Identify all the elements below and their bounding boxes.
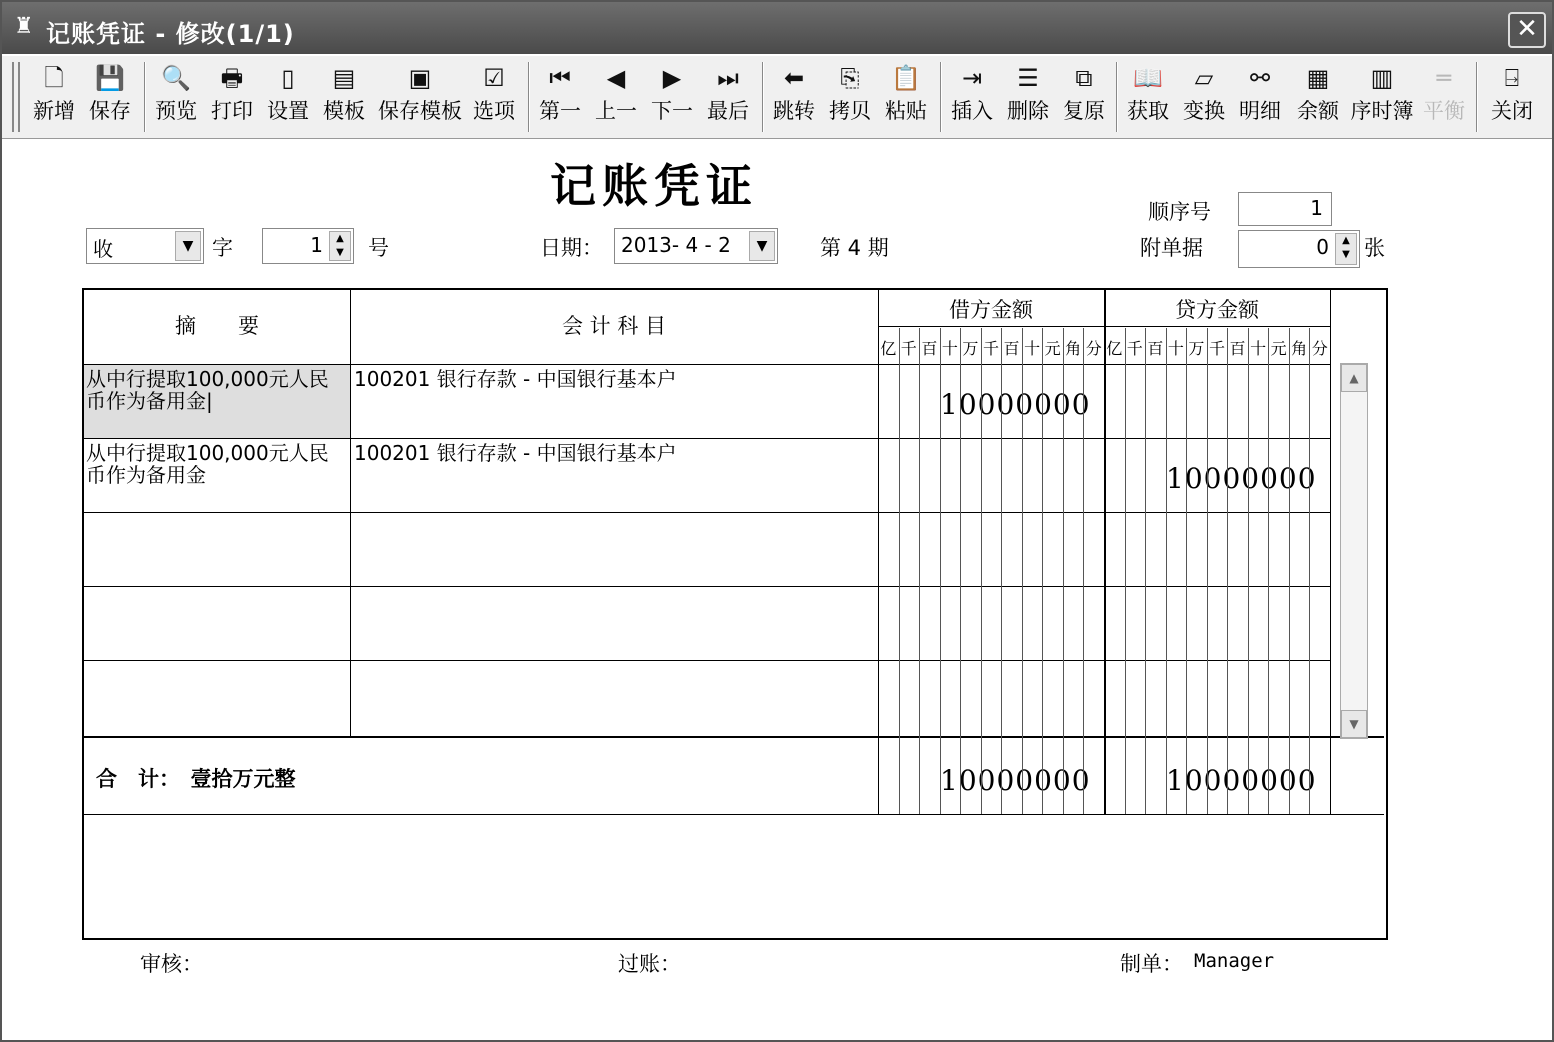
chevron-down-icon: ▼: [749, 231, 775, 261]
debit-unit-6: 百: [1003, 339, 1020, 358]
row4[interactable]: [84, 587, 1330, 660]
template-icon: ▤: [332, 64, 356, 92]
next-button[interactable]: ▶ 下一: [646, 60, 698, 134]
attachments-stepper[interactable]: 0 ▲ ▼: [1238, 230, 1360, 268]
toolbar: [2, 56, 1552, 139]
voucher-form: [2, 140, 1552, 1040]
delete-button[interactable]: ☰ 删除: [1002, 60, 1054, 134]
setup-button[interactable]: ▯ 设置: [262, 60, 314, 134]
chevron-down-icon: ▼: [175, 231, 201, 261]
paste-button[interactable]: 📋 粘贴: [880, 60, 932, 134]
credit-unit-3: 十: [1167, 339, 1184, 358]
exit-button[interactable]: ⍈ 关闭: [1484, 60, 1540, 134]
copy-icon: ⎘: [840, 64, 860, 92]
row2-account: 100201 银行存款 - 中国银行基本户: [354, 441, 677, 465]
row2-credit: 10000000: [1166, 462, 1317, 495]
account-header: 会 计 科 目: [561, 314, 667, 338]
row2-summary: 从中行提取100,000元人民币作为备用金: [86, 441, 329, 487]
post-label: 过账：: [618, 952, 681, 976]
restore-icon: ⧉: [1075, 64, 1093, 92]
close-window-button[interactable]: [1508, 12, 1546, 48]
debit-unit-5: 千: [982, 339, 999, 358]
jump-button[interactable]: ⬅ 跳转: [768, 60, 820, 134]
save-icon: 💾: [95, 64, 125, 92]
restore-button[interactable]: ⧉ 复原: [1058, 60, 1110, 134]
paste-icon: 📋: [891, 64, 921, 92]
title-bar[interactable]: [2, 2, 1552, 54]
voucher-type-select[interactable]: 收 ▼: [86, 228, 204, 264]
journal-icon: ▥: [1370, 64, 1394, 92]
credit-unit-4: 万: [1188, 339, 1205, 358]
debit-unit-9: 角: [1065, 339, 1082, 358]
detail-button[interactable]: ⚯ 明细: [1234, 60, 1286, 134]
row3[interactable]: [84, 513, 1330, 586]
scroll-up-icon[interactable]: ▲: [1341, 364, 1367, 392]
debit-unit-8: 元: [1044, 339, 1061, 358]
summary-header: 摘 要: [175, 314, 259, 338]
transform-icon: ▱: [1194, 64, 1214, 92]
transform-button[interactable]: ▱ 变换: [1178, 60, 1230, 134]
total-debit: 10000000: [940, 764, 1091, 797]
equal-icon: ═: [1436, 64, 1452, 92]
delete-icon: ☰: [1017, 64, 1039, 92]
credit-unit-7: 十: [1250, 339, 1267, 358]
credit-unit-8: 元: [1270, 339, 1287, 358]
detail-icon: ⚯: [1249, 64, 1271, 92]
period-text: 第 4 期: [820, 236, 889, 260]
insert-icon: ⇥: [961, 64, 983, 92]
journal-button[interactable]: ▥ 序时簿: [1346, 60, 1418, 134]
preview-button[interactable]: 🔍 预览: [150, 60, 202, 134]
number-suffix: 号: [368, 236, 389, 260]
window-title: 记账凭证 - 修改(1/1): [46, 20, 295, 48]
row1-summary: 从中行提取100,000元人民币作为备用金|: [86, 367, 329, 413]
voucher-table: [82, 288, 1388, 940]
prev-icon: ◀: [606, 64, 626, 92]
debit-unit-1: 千: [900, 339, 917, 358]
app-icon: ♜: [14, 14, 34, 39]
credit-unit-9: 角: [1291, 339, 1308, 358]
preview-icon: 🔍: [161, 64, 191, 92]
credit-unit-5: 千: [1208, 339, 1225, 358]
save-template-icon: ▣: [408, 64, 432, 92]
date-label: 日期：: [540, 236, 603, 260]
save-template-button[interactable]: ▣ 保存模板: [374, 60, 466, 134]
credit-unit-1: 千: [1126, 339, 1143, 358]
template-button[interactable]: ▤ 模板: [318, 60, 370, 134]
scroll-down-icon[interactable]: ▼: [1341, 710, 1367, 738]
seq-number-field[interactable]: 1: [1238, 192, 1332, 226]
print-icon: 🖶: [220, 64, 244, 92]
credit-unit-2: 百: [1147, 339, 1164, 358]
rows-scrollbar[interactable]: [1340, 363, 1368, 739]
first-button[interactable]: ⏮ 第一: [534, 60, 586, 134]
jump-icon: ⬅: [783, 64, 805, 92]
row1-debit: 10000000: [940, 388, 1091, 421]
debit-unit-2: 百: [921, 339, 938, 358]
type-suffix: 字: [212, 236, 233, 260]
debit-unit-10: 分: [1085, 339, 1102, 358]
setup-icon: ▯: [281, 64, 295, 92]
spin-arrows-icon[interactable]: ▲ ▼: [329, 231, 351, 261]
save-button[interactable]: 💾 保存: [84, 60, 136, 134]
total-credit: 10000000: [1166, 764, 1317, 797]
toolbar-grip[interactable]: [12, 62, 20, 132]
balance-icon: ▦: [1306, 64, 1330, 92]
last-icon: ⏭: [717, 64, 739, 92]
spin-arrows-icon[interactable]: ▲ ▼: [1335, 233, 1357, 265]
debit-unit-0: 亿: [880, 339, 897, 358]
print-button[interactable]: 🖶 打印: [206, 60, 258, 134]
new-doc-icon: 🗋: [44, 64, 64, 92]
balance-check-button[interactable]: ═ 平衡: [1418, 60, 1470, 134]
last-button[interactable]: ⏭ 最后: [702, 60, 754, 134]
copy-button[interactable]: ⎘ 拷贝: [824, 60, 876, 134]
exit-icon: ⍈: [1504, 64, 1520, 92]
debit-unit-3: 十: [941, 339, 958, 358]
options-button[interactable]: ☑ 选项: [468, 60, 520, 134]
audit-label: 审核：: [140, 952, 203, 976]
first-icon: ⏮: [549, 64, 571, 92]
credit-unit-0: 亿: [1106, 339, 1123, 358]
next-icon: ▶: [662, 64, 682, 92]
attach-label: 附单据: [1140, 236, 1203, 260]
attach-suffix: 张: [1364, 236, 1385, 260]
voucher-heading: 记账凭证: [550, 159, 758, 213]
debit-header: 借方金额: [949, 298, 1033, 322]
prev-button[interactable]: ◀ 上一: [590, 60, 642, 134]
total-label: 合 计： 壹拾万元整: [96, 767, 296, 791]
close-icon: ✕: [1516, 14, 1538, 44]
date-picker[interactable]: 2013- 4 - 2 ▼: [614, 228, 778, 264]
credit-unit-6: 百: [1229, 339, 1246, 358]
seq-label: 顺序号: [1148, 200, 1211, 224]
row5[interactable]: [84, 661, 1330, 736]
balance-button[interactable]: ▦ 余额: [1290, 60, 1346, 134]
voucher-number-stepper[interactable]: 1 ▲ ▼: [262, 228, 354, 264]
fetch-icon: 📖: [1133, 64, 1163, 92]
fetch-button[interactable]: 📖 获取: [1122, 60, 1174, 134]
maker-label: 制单：: [1120, 952, 1183, 976]
insert-button[interactable]: ⇥ 插入: [946, 60, 998, 134]
debit-unit-7: 十: [1024, 339, 1041, 358]
options-icon: ☑: [483, 64, 505, 92]
credit-unit-10: 分: [1311, 339, 1328, 358]
debit-unit-4: 万: [962, 339, 979, 358]
credit-header: 贷方金额: [1175, 298, 1259, 322]
row1-account: 100201 银行存款 - 中国银行基本户: [354, 367, 677, 391]
new-button[interactable]: 🗋 新增: [28, 60, 80, 134]
maker-value: Manager: [1194, 950, 1275, 972]
